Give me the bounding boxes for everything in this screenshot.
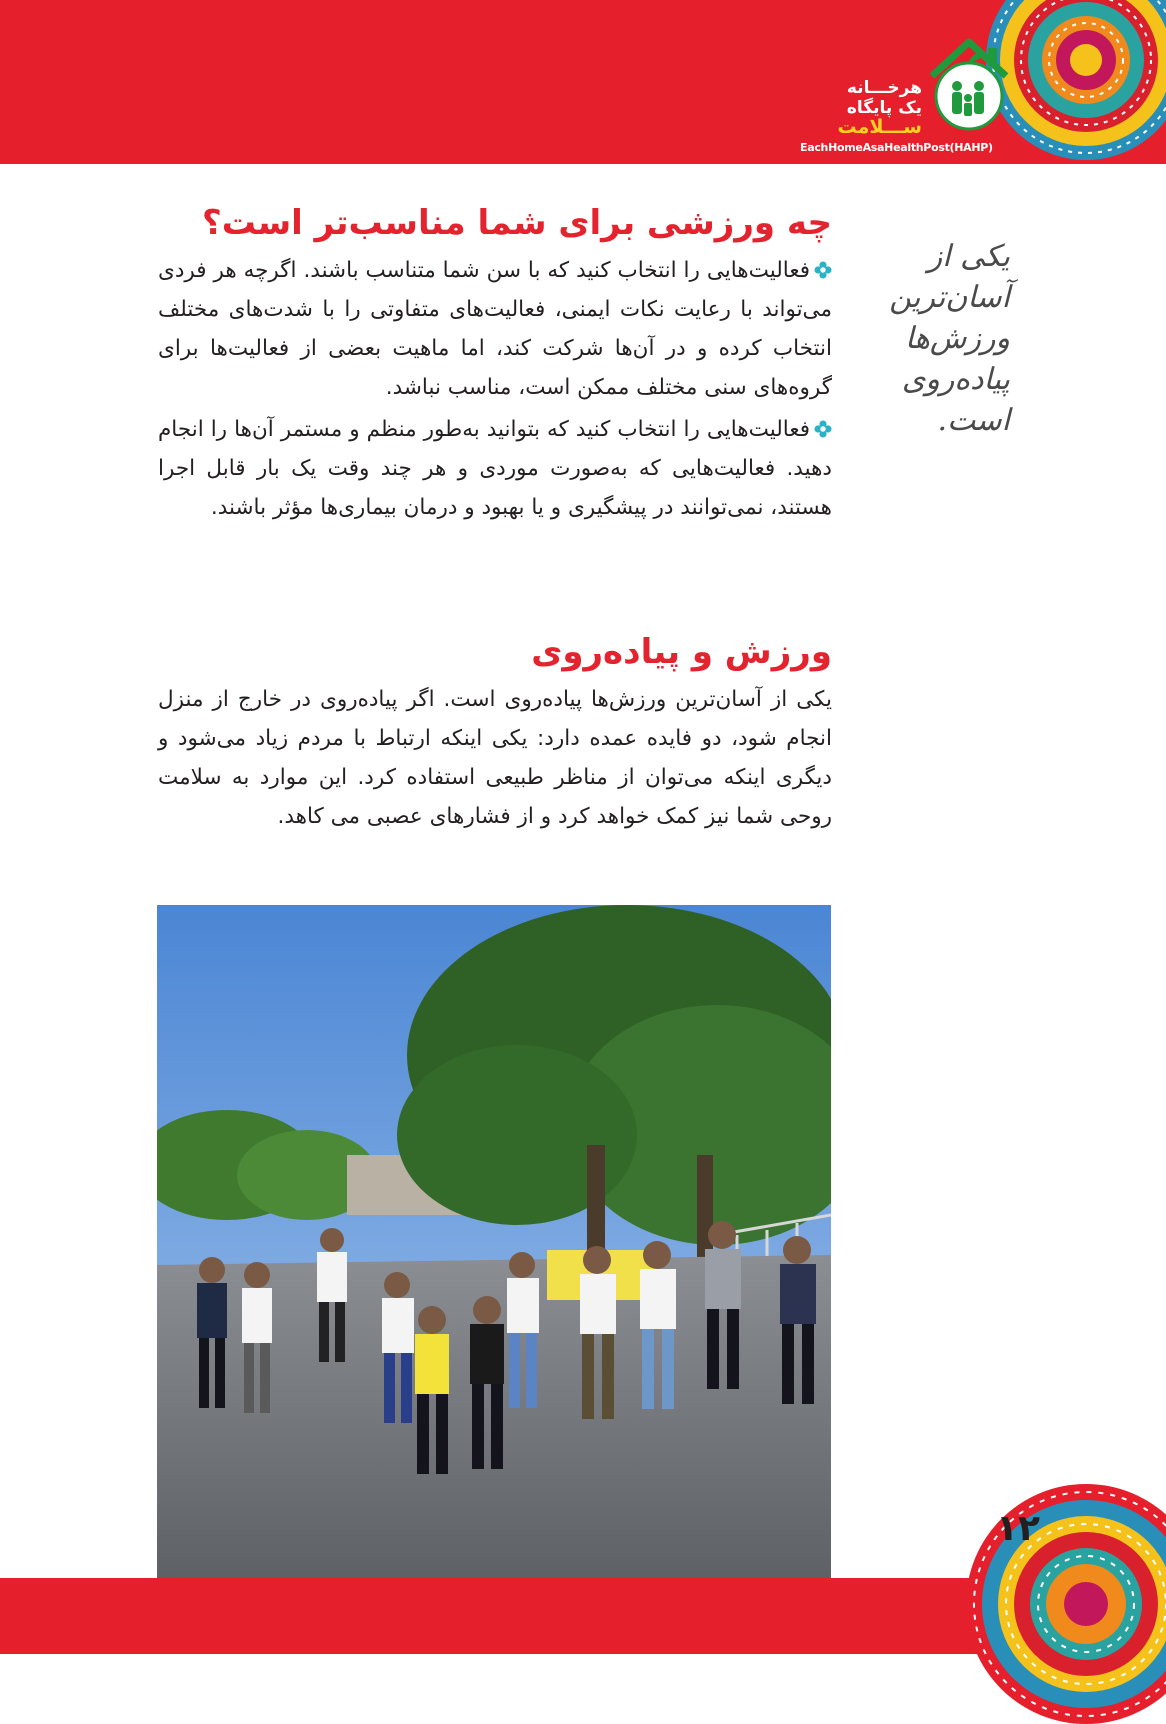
section-title-walking: ورزش و پیاده‌روی	[531, 632, 832, 672]
page-number: ۱۲	[996, 1508, 1040, 1549]
pull-quote-line: ورزش‌ها	[904, 321, 1010, 356]
logo-text-line3: ســـلامت	[837, 116, 922, 138]
flower-bullet-icon	[814, 261, 832, 279]
pull-quote-line: یکی از	[927, 239, 1010, 274]
bullet-text-2: فعالیت‌هایی را انتخاب کنید که بتوانید به‌طور منظم و مستمر آن‌ها را انجام دهید. فعالیت‌هایی که به‌صورت موردی و هر چند وقت یک بار قابل اجرا هستند، نمی‌توانند در پیشگیری و یا بهبود و درمان بیماری‌ها مؤثر باشند.	[158, 417, 832, 520]
flower-bullet-icon	[814, 420, 832, 438]
logo-caption: EachHomeAsaHealthPost(HAHP)	[800, 141, 993, 154]
section-title-exercise-choice: چه ورزشی برای شما مناسب‌تر است؟	[202, 203, 832, 243]
walking-paragraph: یکی از آسان‌ترین ورزش‌ها پیاده‌روی است. اگر پیاده‌روی در خارج از منزل انجام شود، دو فایده عمده دارد: یکی اینکه ارتباط با مردم زیاد می‌شود و دیگری اینکه می‌توان از مناظر طبیعی استفاده کرد. این موارد به سلامت روحی شما نیز کمک خواهد کرد و از فشارهای عصبی می کاهد.	[158, 687, 832, 829]
side-pull-quote	[860, 236, 1010, 441]
bullet-paragraph-1	[158, 251, 832, 407]
bullet-text-1: فعالیت‌هایی را انتخاب کنید که با سن شما متناسب باشند. اگرچه هر فردی می‌تواند با رعایت نکات ایمنی، فعالیت‌های متفاوتی را با شدت‌های مختلف انتخاب کرده و در آن‌ها شرکت کند، اما ماهیت بعضی از فعالیت‌ها برای گروه‌های سنی مختلف ممکن است، مناسب نباشد.	[158, 258, 832, 400]
pull-quote-line: پیاده‌روی	[901, 362, 1010, 397]
family-apple-house-icon	[924, 34, 1014, 134]
logo-text-line2: یک پایگاه	[846, 98, 922, 118]
students-running-photo	[157, 905, 831, 1578]
pull-quote-line: آسان‌ترین	[889, 280, 1010, 315]
bullet-paragraph-2	[158, 410, 832, 527]
pull-quote-line: است.	[937, 403, 1010, 438]
logo-text-line1: هرخـــانه	[846, 78, 922, 98]
hahp-logo	[796, 34, 1018, 158]
